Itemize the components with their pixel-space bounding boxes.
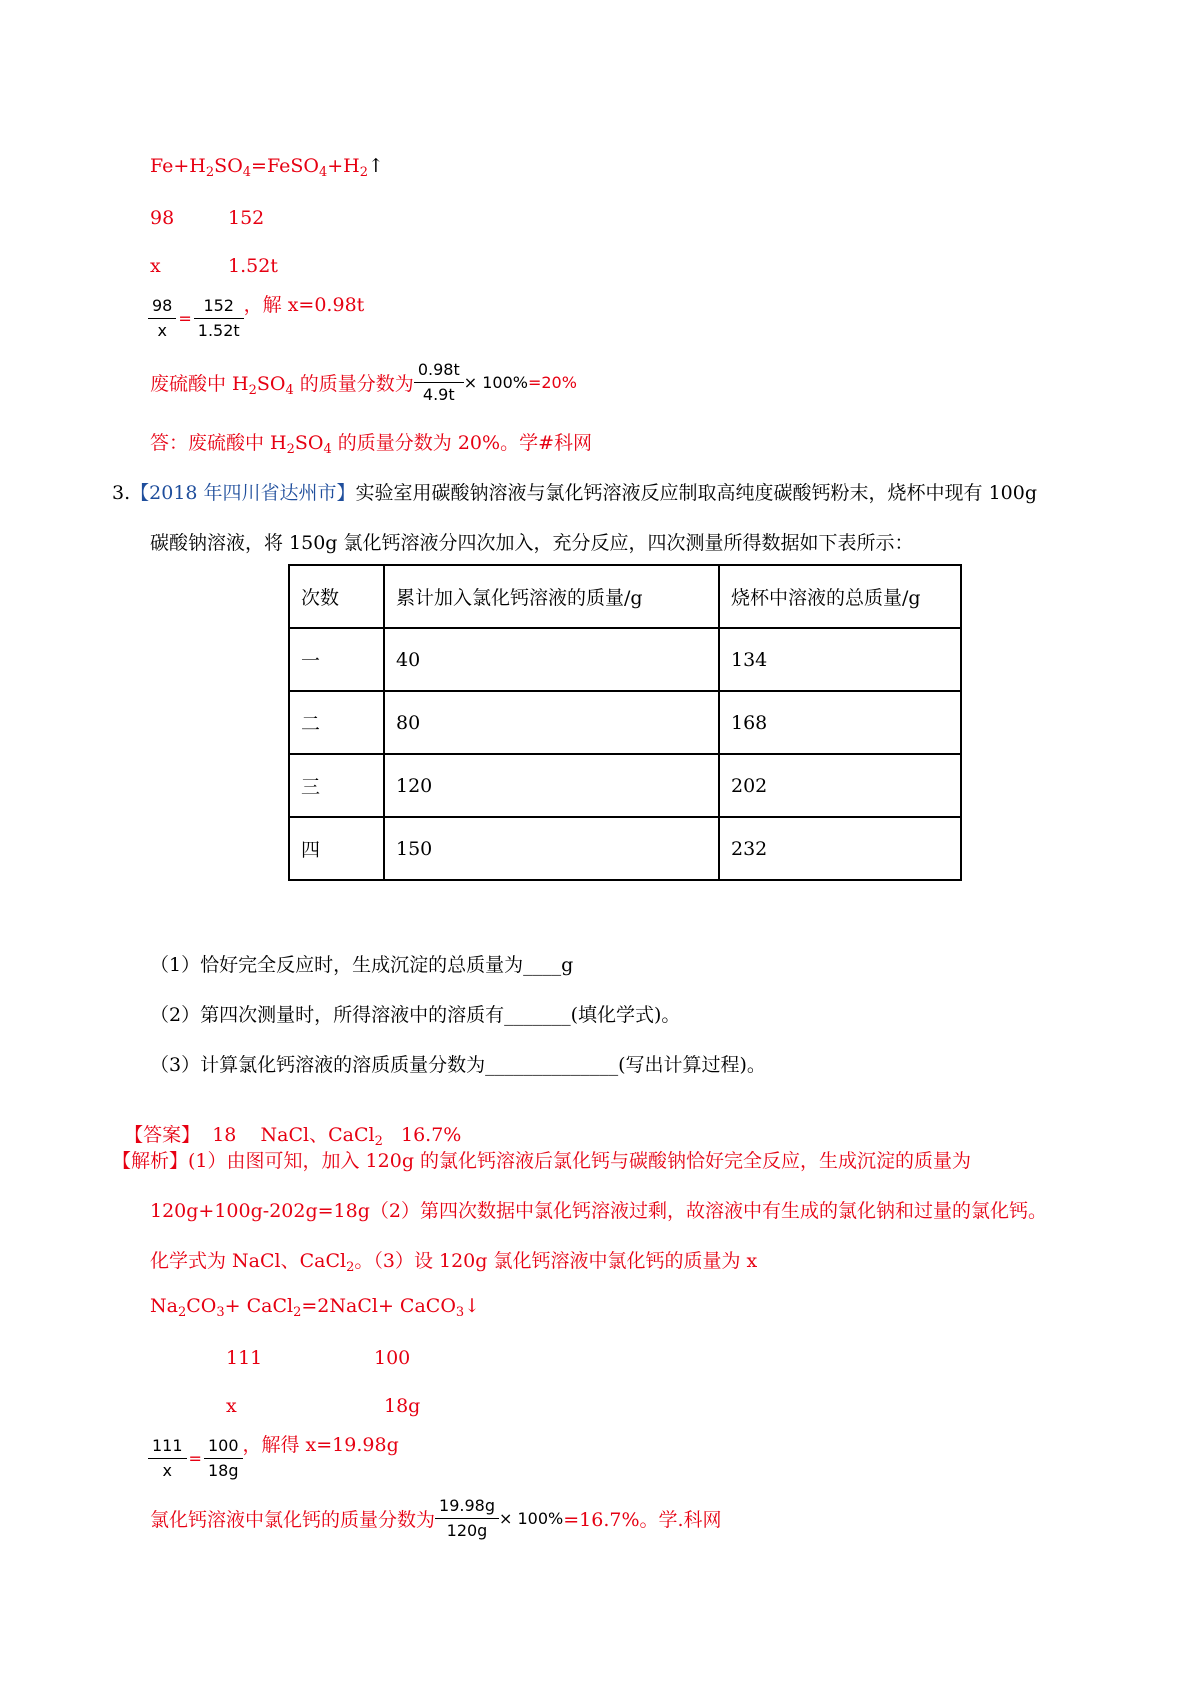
question-3-line-2: 碳酸钠溶液，将 150g 氯化钙溶液分四次加入，充分反应，四次测量所得数据如下表所示： (150, 532, 914, 554)
gas-arrow-icon: ↑ (368, 155, 384, 177)
precipitate-arrow-icon: ↓ (464, 1295, 481, 1317)
analysis-line-1: 【解析】(1）由图可知，加入 120g 的氯化钙溶液后氯化钙与碳酸钠恰好完全反应，生成沉淀的质量为 (112, 1150, 972, 1172)
sub-question-3: （3）计算氯化钙溶液的溶质质量分数为______________(写出计算过程)。 (150, 1054, 766, 1076)
table-cell: 80 (384, 691, 719, 754)
reaction-equation-2: $Na_2CO_3+$ CaCl$_2$=2NaCl+ CaCO$_3$↓ (150, 1295, 481, 1320)
table-cell: 一 (289, 628, 384, 691)
mass-row-2: x 18g (226, 1395, 421, 1417)
reaction-equation-1: $Fe+H_2SO_4=FeSO_4+H_2↑$ (150, 155, 384, 180)
table-cell: 三 (289, 754, 384, 817)
molar-mass-row-2: 111 100 (226, 1347, 411, 1369)
question-number: 3. (112, 482, 131, 504)
table-header-cell: 次数 (289, 565, 384, 628)
table-row (289, 817, 961, 880)
molar-mass-row: 98 152 (150, 207, 265, 229)
table-row (289, 628, 961, 691)
table-cell: 40 (384, 628, 719, 691)
question-source: 【2018 年四川省达州市】 (130, 482, 356, 504)
table-cell: 134 (719, 628, 961, 691)
sub-question-2: （2）第四次测量时，所得溶液中的溶质有_______(填化学式)。 (150, 1004, 681, 1026)
table-cell: 202 (719, 754, 961, 817)
answer-line: 【答案】 18 NaCl、CaCl$_2$ 16.7% (124, 1124, 462, 1149)
proportion-1: $\frac{98}{x}$ = $\frac{152}{1.52t}$ ，解 x=0.98t (148, 290, 364, 341)
analysis-line-2: 120g+100g-202g=18g（2）第四次数据中氯化钙溶液过剩，故溶液中有生成的氯化钠和过量的氯化钙。 (150, 1200, 1047, 1222)
table-cell: 150 (384, 817, 719, 880)
table-header-cell: 烧杯中溶液的总质量/g (719, 565, 961, 628)
table-row (289, 691, 961, 754)
answer-statement-1: 答：废硫酸中 $H_2SO_4$ 的质量分数为 20%。学#科网 (150, 432, 592, 457)
mass-row: x 1.52t (150, 255, 278, 277)
table-cell: 二 (289, 691, 384, 754)
table-header-row (289, 565, 961, 628)
sub-question-1: （1）恰好完全反应时，生成沉淀的总质量为____g (150, 954, 574, 976)
table-row (289, 754, 961, 817)
answer-label: 【答案】 (124, 1124, 201, 1146)
data-table (288, 564, 962, 881)
mass-fraction-line-1: 废硫酸中 $H_2SO_4$ 的质量分数为 $\frac{0.98t}{4.9t}$ × 100%=20% (150, 360, 577, 404)
table-cell: 四 (289, 817, 384, 880)
question-3-line-1: 3.【2018 年四川省达州市】实验室用碳酸钠溶液与氯化钙溶液反应制取高纯度碳酸钙粉末，烧杯中现有 100g (112, 482, 1038, 504)
mass-fraction-line-2: 氯化钙溶液中氯化钙的质量分数为 $\frac{19.98g}{120g}$ × 100%=16.7%。学.科网 (150, 1496, 722, 1540)
analysis-label: 【解析】 (112, 1150, 189, 1172)
proportion-2: $\frac{111}{x}$ = $\frac{100}{18g}$ ，解得 x=19.98g (148, 1430, 399, 1481)
table-header-cell: 累计加入氯化钙溶液的质量/g (384, 565, 719, 628)
analysis-line-3: 化学式为 NaCl、CaCl$_2$。（3）设 120g 氯化钙溶液中氯化钙的质量为 x (150, 1250, 758, 1275)
table-cell: 120 (384, 754, 719, 817)
table-cell: 168 (719, 691, 961, 754)
table-cell: 232 (719, 817, 961, 880)
